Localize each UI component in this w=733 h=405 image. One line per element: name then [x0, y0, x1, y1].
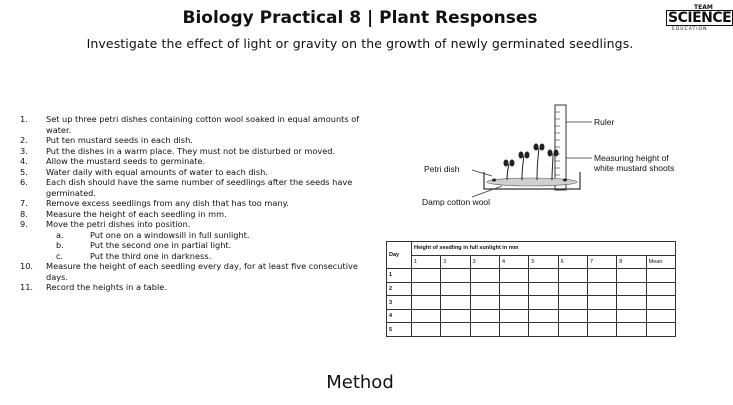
step-text: Measure the height of each seedling every day, for at least five consecutive days.: [46, 261, 358, 282]
method-step-3: [20, 146, 380, 157]
step-text: Each dish should have the same number of seedlings after the seeds have germinated.: [46, 177, 353, 198]
column-header: 7: [587, 255, 616, 269]
day-cell: 2: [387, 282, 412, 296]
method-step-1: [20, 114, 380, 135]
step-number: 3.: [20, 145, 28, 156]
step-number: 10.: [20, 261, 34, 271]
day-cell: 1: [387, 269, 412, 283]
results-table: [386, 241, 676, 337]
step-text: Put ten mustard seeds in each dish.: [46, 135, 193, 145]
table-row: [387, 282, 676, 296]
logo-line-3: EDUCATION: [672, 27, 708, 32]
method-step-6: [20, 177, 380, 198]
substep-text: Put the second one in partial light.: [90, 240, 232, 250]
seedling-diagram: [412, 100, 712, 215]
label-ruler: Ruler: [594, 117, 615, 127]
step-number: 5.: [20, 166, 28, 177]
substep-text: Put the third one in darkness.: [90, 250, 212, 261]
column-header-row: [387, 255, 676, 269]
substep-letter: b.: [56, 240, 64, 250]
table-row: [387, 309, 676, 323]
label-cotton-wool: Damp cotton wool: [422, 197, 491, 207]
logo-wordmark: SCIENCE: [668, 10, 732, 26]
label-measuring: Measuring height of: [594, 153, 669, 163]
step-text: Move the petri dishes into position.: [46, 219, 191, 229]
step-text: Measure the height of each seedling in mm.: [46, 208, 227, 219]
column-header: 1: [412, 255, 441, 269]
method-step-7: [20, 198, 380, 209]
footer-label: Method: [326, 372, 394, 393]
step-number: 7.: [20, 198, 28, 208]
day-cell: 5: [387, 323, 412, 337]
step-number: 8.: [20, 208, 28, 219]
day-header: Day: [387, 242, 412, 269]
method-step-2: [20, 135, 380, 146]
step-number: 1.: [20, 114, 28, 124]
method-step-10: [20, 261, 380, 282]
step-number: 4.: [20, 156, 28, 166]
page-subtitle: Investigate the effect of light or gravity on the growth of newly germinated seedlings.: [86, 36, 634, 51]
column-header: Mean: [646, 255, 675, 269]
column-header: 6: [558, 255, 587, 269]
step-text: Set up three petri dishes containing cotton wool soaked in equal amounts of water.: [46, 114, 360, 135]
step-number: 9.: [20, 219, 28, 229]
method-step-8: [20, 209, 380, 220]
substep-letter: c.: [56, 250, 64, 261]
method-substep-b: [20, 240, 380, 251]
method-list: [20, 114, 380, 293]
step-number: 11.: [20, 282, 34, 292]
column-header: 3: [470, 255, 499, 269]
method-substep-a: [20, 230, 380, 241]
page-title: Biology Practical 8 | Plant Responses: [182, 8, 538, 28]
method-step-9: [20, 219, 380, 230]
step-text: Allow the mustard seeds to germinate.: [46, 156, 206, 166]
label-measuring-2: white mustard shoots: [594, 163, 675, 173]
label-petri-dish: Petri dish: [424, 164, 460, 174]
step-text: Water daily with equal amounts of water to each dish.: [46, 166, 268, 177]
cotton-leader-line: [472, 186, 502, 197]
table-caption: Height of seedling in full sunlight in mm: [412, 242, 676, 256]
substep-letter: a.: [56, 229, 64, 240]
method-substep-c: [20, 251, 380, 262]
petri-leader-line: [472, 170, 492, 176]
day-cell: 3: [387, 296, 412, 310]
team-science-logo: [666, 4, 732, 34]
logo-line-2: [666, 10, 733, 26]
ruler-shape: [555, 105, 566, 190]
logo-line-1: TEAM: [694, 4, 713, 11]
step-text: Record the heights in a table.: [46, 282, 167, 292]
step-text: Remove excess seedlings from any dish that has too many.: [46, 198, 289, 208]
column-header: 8: [617, 255, 646, 269]
column-header: 2: [441, 255, 470, 269]
step-text: Put the dishes in a warm place. They must not be disturbed or moved.: [46, 145, 336, 156]
method-step-11: [20, 282, 380, 293]
method-step-4: [20, 156, 380, 167]
table-row: [387, 296, 676, 310]
column-header: 5: [529, 255, 558, 269]
method-step-5: [20, 167, 380, 178]
step-number: 2.: [20, 135, 28, 145]
step-number: 6.: [20, 177, 28, 187]
table-row: [387, 323, 676, 337]
day-cell: 4: [387, 309, 412, 323]
substep-text: Put one on a windowsill in full sunlight.: [90, 229, 250, 240]
table-row: [387, 269, 676, 283]
column-header: 4: [499, 255, 528, 269]
